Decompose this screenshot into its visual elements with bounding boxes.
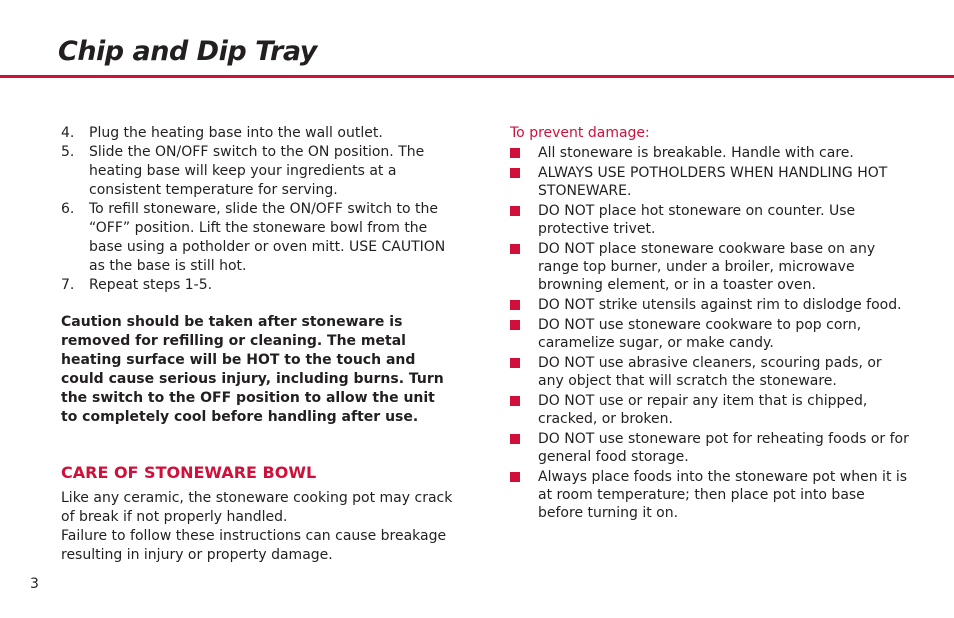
list-item bbox=[510, 468, 910, 522]
list-item bbox=[61, 200, 456, 276]
step-number: 7. bbox=[61, 277, 75, 293]
care-text bbox=[61, 489, 456, 565]
step-number: 4. bbox=[61, 125, 75, 141]
bullet-text: DO NOT use or repair any item that is chipped, cracked, or broken. bbox=[538, 393, 868, 427]
step-text: Repeat steps 1-5. bbox=[89, 277, 213, 293]
prevent-damage-heading: To prevent damage: bbox=[510, 125, 650, 141]
step-text: To refill stoneware, slide the ON/OFF switch to the “OFF” position. Lift the stoneware bowl from the base using a potholder or oven mitt. USE CAUTION as the base is still hot. bbox=[89, 201, 446, 274]
step-text: Slide the ON/OFF switch to the ON position. The heating base will keep your ingredients at a consistent temperature for serving. bbox=[89, 144, 425, 198]
bullet-square-icon bbox=[510, 300, 520, 310]
list-item bbox=[510, 392, 910, 428]
list-item bbox=[510, 296, 910, 314]
caution-warning: Caution should be taken after stoneware is removed for refilling or cleaning. The metal heating surface will be HOT to the touch and could cause serious injury, including burns. Turn the switch to the OFF position to allow the unit to completely cool before handling after use. bbox=[61, 314, 444, 425]
bullet-text: DO NOT use stoneware cookware to pop corn, caramelize sugar, or make candy. bbox=[538, 317, 862, 351]
steps-list bbox=[61, 124, 456, 295]
bullet-square-icon bbox=[510, 396, 520, 406]
bullet-text: DO NOT place stoneware cookware base on any range top burner, under a broiler, microwave browning element, or in a toaster oven. bbox=[538, 241, 876, 293]
right-column bbox=[510, 124, 910, 524]
prevent-damage-list bbox=[510, 144, 910, 522]
bullet-text: DO NOT use abrasive cleaners, scouring pads, or any object that will scratch the stoneware. bbox=[538, 355, 882, 389]
bullet-square-icon bbox=[510, 168, 520, 178]
bullet-square-icon bbox=[510, 320, 520, 330]
list-item bbox=[510, 240, 910, 294]
list-item bbox=[61, 276, 456, 295]
page-number: 3 bbox=[30, 576, 39, 592]
list-item bbox=[510, 202, 910, 238]
bullet-text: All stoneware is breakable. Handle with care. bbox=[538, 145, 854, 161]
care-paragraph: Failure to follow these instructions can cause breakage resulting in injury or property damage. bbox=[61, 528, 447, 563]
list-item bbox=[61, 143, 456, 200]
left-column bbox=[61, 124, 456, 565]
bullet-square-icon bbox=[510, 472, 520, 482]
bullet-square-icon bbox=[510, 148, 520, 158]
step-number: 6. bbox=[61, 201, 75, 217]
bullet-square-icon bbox=[510, 244, 520, 254]
bullet-text: DO NOT strike utensils against rim to dislodge food. bbox=[538, 297, 902, 313]
list-item bbox=[510, 316, 910, 352]
bullet-text: Always place foods into the stoneware pot when it is at room temperature; then place pot into base before turning it on. bbox=[538, 469, 908, 521]
list-item bbox=[61, 124, 456, 143]
list-item bbox=[510, 164, 910, 200]
header-divider bbox=[0, 75, 954, 78]
bullet-square-icon bbox=[510, 434, 520, 444]
bullet-square-icon bbox=[510, 206, 520, 216]
care-paragraph: Like any ceramic, the stoneware cooking pot may crack of break if not properly handled. bbox=[61, 490, 453, 525]
list-item bbox=[510, 430, 910, 466]
step-number: 5. bbox=[61, 144, 75, 160]
list-item bbox=[510, 354, 910, 390]
page-title: Chip and Dip Tray bbox=[58, 36, 317, 67]
list-item bbox=[510, 144, 910, 162]
bullet-text: DO NOT place hot stoneware on counter. Use protective trivet. bbox=[538, 203, 856, 237]
bullet-text: DO NOT use stoneware pot for reheating foods or for general food storage. bbox=[538, 431, 909, 465]
step-text: Plug the heating base into the wall outlet. bbox=[89, 125, 383, 141]
bullet-text: ALWAYS USE POTHOLDERS WHEN HANDLING HOT STONEWARE. bbox=[538, 165, 888, 199]
section-heading-care: CARE OF STONEWARE BOWL bbox=[61, 463, 317, 482]
bullet-square-icon bbox=[510, 358, 520, 368]
